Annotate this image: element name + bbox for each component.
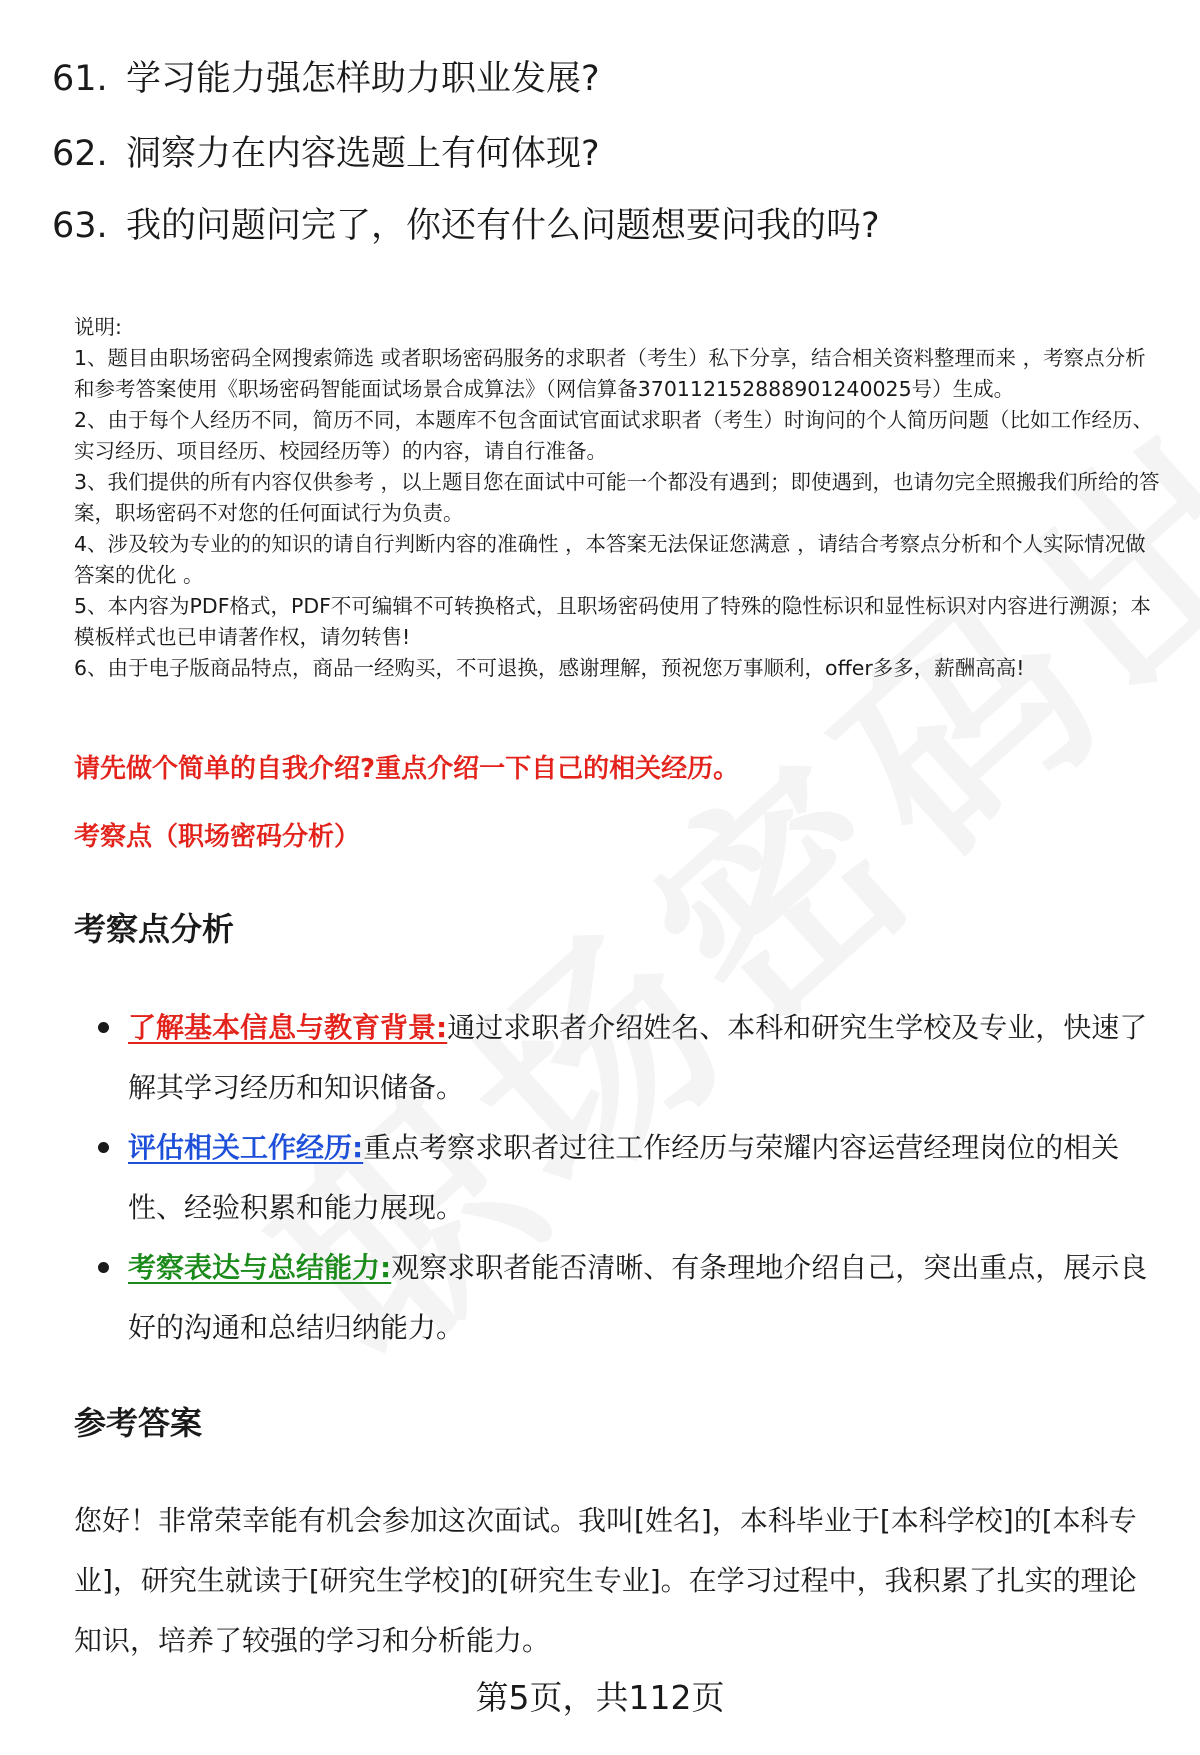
bullet-key: 评估相关工作经历: (128, 1131, 364, 1164)
bullet-text: 重点考察求职者过往工作经历与荣耀内容运营经理岗位的相关性、经验积累和能力展现。 (128, 1131, 1120, 1224)
question-text: 洞察力在内容选题上有何体现? (126, 134, 600, 174)
notes-section (74, 312, 1164, 684)
bullet-text: 通过求职者介绍姓名、本科和研究生学校及专业，快速了解其学习经历和知识储备。 (128, 1011, 1148, 1104)
question-number: 63. (52, 206, 108, 246)
question-text: 我的问题问完了，你还有什么问题想要问我的吗? (126, 206, 880, 246)
note-item: 4、涉及较为专业的的知识的请自行判断内容的准确性 ，本答案无法保证您满意 ，请结合考察点分析和个人实际情况做答案的优化 。 (74, 532, 1146, 587)
note-item: 2、由于每个人经历不同，简历不同，本题库不包含面试官面试求职者（考生）时询问的个人简历问题（比如工作经历、实习经历、项目经历、校园经历等）的内容，请自行准备。 (74, 408, 1154, 463)
answer-text: 您好！非常荣幸能有机会参加这次面试。我叫[姓名]，本科毕业于[本科学校]的[本科专业]，研究生就读于[研究生学校]的[研究生专业]。在学习过程中，我积累了扎实的理论知识，培养了较强的学习和分析能力。 (74, 1504, 1137, 1657)
list-item (74, 1118, 1154, 1238)
analysis-heading: 考察点分析 (74, 910, 235, 948)
bullet-key: 了解基本信息与教育背景: (128, 1011, 448, 1044)
question-title: 请先做个简单的自我介绍?重点介绍一下自己的相关经历。 (74, 754, 740, 784)
bullet-dot (98, 1262, 109, 1273)
question-text: 学习能力强怎样助力职业发展? (126, 59, 600, 99)
list-item (74, 1238, 1154, 1358)
question-number: 61. (52, 59, 108, 99)
answer-heading: 参考答案 (74, 1404, 203, 1442)
bullet-key: 考察表达与总结能力: (128, 1251, 392, 1284)
question-number: 62. (52, 134, 108, 174)
question-63 (52, 204, 880, 248)
bullet-text: 观察求职者能否清晰、有条理地介绍自己，突出重点，展示良好的沟通和总结归纳能力。 (128, 1251, 1148, 1344)
question-61 (52, 57, 600, 101)
notes-title: 说明: (74, 315, 122, 339)
note-item: 3、我们提供的所有内容仅供参考 ，以上题目您在面试中可能一个都没有遇到；即使遇到，也请勿完全照搬我们所给的答案，职场密码不对您的任何面试行为负责。 (74, 470, 1160, 525)
bullet-dot (98, 1022, 109, 1033)
analysis-label: 考察点（职场密码分析） (74, 822, 361, 852)
list-item (74, 998, 1154, 1118)
note-item: 1、题目由职场密码全网搜索筛选 或者职场密码服务的求职者（考生）私下分享，结合相关资料整理而来 ，考察点分析和参考答案使用《职场密码智能面试场景合成算法》（网信算备370112152888901240025号）生成。 (74, 346, 1146, 401)
bullet-dot (98, 1142, 109, 1153)
question-62 (52, 132, 600, 176)
note-item: 6、由于电子版商品特点，商品一经购买，不可退换，感谢理解，预祝您万事顺利，offer多多，薪酬高高! (74, 656, 1025, 680)
note-item: 5、本内容为PDF格式，PDF不可编辑不可转换格式，且职场密码使用了特殊的隐性标识和显性标识对内容进行溯源；本模板样式也已申请著作权，请勿转售! (74, 594, 1151, 649)
analysis-list (74, 998, 1154, 1358)
page-footer: 第5页，共112页 (475, 1678, 725, 1717)
